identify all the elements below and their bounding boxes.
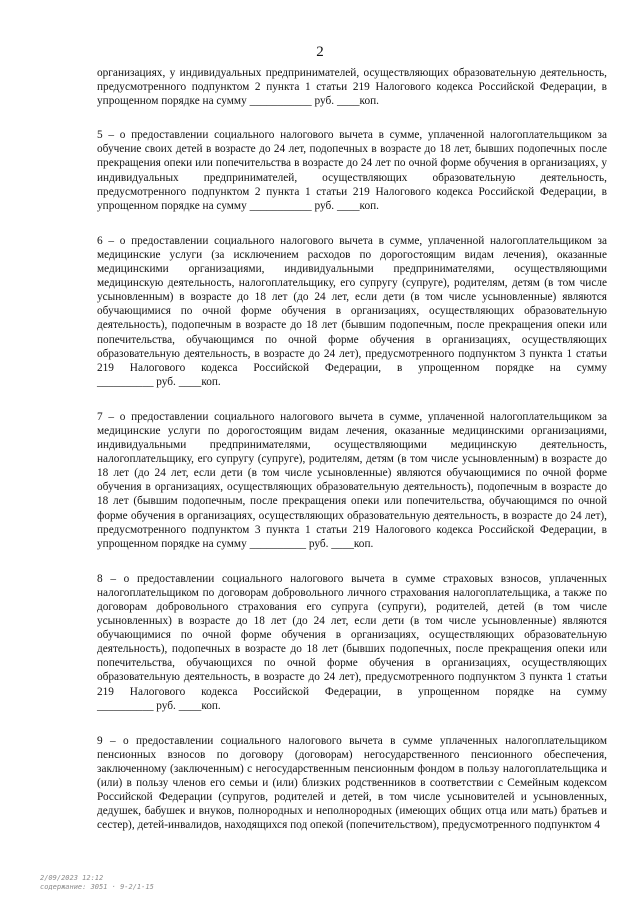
kop-blank: ____ bbox=[336, 199, 360, 212]
paragraph-text: организациях, у индивидуальных предпринимателей, осуществляющих образовательную деятельность, предусмотренного подпунктом 2 пункта 1 статьи 219 Налогового кодекса Российской Федерации, в упрощенном порядке на сумму bbox=[97, 67, 607, 108]
page-number: 2 bbox=[316, 44, 324, 60]
kop-label: коп. bbox=[359, 95, 379, 108]
paragraph-9 bbox=[97, 734, 607, 833]
kop-label: коп. bbox=[359, 199, 379, 212]
scan-stamp bbox=[40, 874, 154, 892]
rub-blank: ___________ bbox=[249, 95, 312, 108]
kop-label: коп. bbox=[201, 699, 221, 712]
paragraph-text: 9 – о предоставлении социального налогового вычета в сумме уплаченных налогоплательщиком пенсионных взносов по договору (договорам) негосударственного пенсионного обеспечения, заключенному (заключенным) с негосударственным пенсионным фондом в пользу налогоплательщика и (или) в пользу членов его семьи и (или) близких родственников в соответствии с Семейным кодексом Российской Федерации (супругов, родителей и детей, в том числе усыновителей и усыновленных, дедушек, бабушек и внуков, полнородных и неполнородных (имеющих общих отца или мать) братьев и сестер), детей-инвалидов, находящихся под опекой (попечительством), предусмотренного подпунктом 4 bbox=[97, 734, 607, 832]
paragraph-text: 8 – о предоставлении социального налогового вычета в сумме страховых взносов, уплаченных налогоплательщиком по договорам добровольного личного страхования налогоплательщика, а также по договорам добровольного страхования его супруга (супруги), родителей, детей (в том числе усыновленных) в возрасте до 18 лет (до 24 лет, если дети (в том числе усыновленные) являются обучающимися по очной форме обучения в организациях, осуществляющих образовательную деятельность), подопечных в возрасте до 18 лет (бывших подопечных, после прекращения опеки или попечительства, обучающихся по очной форме обучения в организациях, осуществляющих образовательную деятельность, в возрасте до 24 лет), предусмотренного подпунктом 3 пункта 1 статьи 219 Налогового кодекса Российской Федерации, в упрощенном порядке на сумму bbox=[97, 572, 607, 698]
rub-label: руб. bbox=[306, 537, 332, 550]
paragraph-4-continuation bbox=[97, 66, 607, 108]
kop-blank: ____ bbox=[331, 537, 354, 550]
rub-label: руб. bbox=[153, 375, 179, 388]
rub-label: руб. bbox=[311, 95, 337, 108]
kop-blank: ____ bbox=[178, 699, 202, 712]
paragraph-5 bbox=[97, 128, 607, 213]
paragraph-text: 5 – о предоставлении социального налогового вычета в сумме, уплаченной налогоплательщиком за обучение своих детей в возрасте до 24 лет, подопечных в возрасте до 18 лет, бывших подопечных после прекращения опеки или попечительства в возрасте до 24 лет по очной форме обучения в организациях, у индивидуальных предпринимателей, осуществляющих образовательную деятельность, предусмотренного подпунктом 2 пункта 1 статьи 219 Налогового кодекса Российской Федерации, в упрощенном порядке на сумму bbox=[97, 129, 607, 212]
paragraph-7 bbox=[97, 410, 607, 551]
rub-blank: __________ bbox=[97, 375, 154, 388]
rub-blank: __________ bbox=[249, 537, 307, 550]
document-body bbox=[97, 66, 607, 853]
paragraph-6 bbox=[97, 234, 607, 389]
stamp-line-1: 2/09/2023 12:12 bbox=[40, 874, 104, 882]
kop-label: коп. bbox=[353, 537, 374, 550]
rub-label: руб. bbox=[153, 699, 179, 712]
paragraph-8 bbox=[97, 572, 607, 713]
stamp-line-2: содержание: 3051 · 9-2/1-15 bbox=[40, 883, 154, 891]
kop-blank: ____ bbox=[336, 95, 360, 108]
rub-blank: ___________ bbox=[249, 199, 312, 212]
rub-label: руб. bbox=[311, 199, 337, 212]
kop-blank: ____ bbox=[178, 375, 202, 388]
rub-blank: __________ bbox=[97, 699, 154, 712]
paragraph-text: 7 – о предоставлении социального налогового вычета в сумме, уплаченной налогоплательщиком за медицинские услуги по дорогостоящим видам лечения, оказанные медицинскими организациями, индивидуальными предпринимателями, осуществляющими медицинскую деятельность, налогоплательщику, его супругу (супруге), родителям, детям (в том числе усыновленным) в возрасте до 18 лет (до 24 лет, если дети (в том числе усыновленные) являются обучающимися по очной форме обучения в организациях, осуществляющих образовательную деятельность), подопечным в возрасте до 18 лет (бывшим подопечным, после прекращения опеки или попечительства, обучающимся по очной форме обучения в организациях, осуществляющих образовательную деятельность, в возрасте до 24 лет), предусмотренного подпунктом 3 пункта 1 статьи 219 Налогового кодекса Российской Федерации, в упрощенном порядке на сумму bbox=[97, 410, 607, 550]
kop-label: коп. bbox=[201, 375, 221, 388]
paragraph-text: 6 – о предоставлении социального налогового вычета в сумме, уплаченной налогоплательщиком за медицинские услуги (за исключением расходов по дорогостоящим видам лечения), оказанные медицинскими организациями, индивидуальными предпринимателями, осуществляющими медицинскую деятельность, налогоплательщику, его супругу (супруге), родителям, детям (в том числе усыновленным) в возрасте до 18 лет (до 24 лет, если дети (в том числе усыновленные) являются обучающимися по очной форме обучения в организациях, осуществляющих образовательную деятельность), подопечным в возрасте до 18 лет (бывшим подопечным, после прекращения опеки или попечительства, обучающимся по очной форме обучения в организациях, осуществляющих образовательную деятельность, в возрасте до 24 лет), предусмотренного подпунктом 3 пункта 1 статьи 219 Налогового кодекса Российской Федерации, в упрощенном порядке на сумму bbox=[97, 234, 607, 374]
